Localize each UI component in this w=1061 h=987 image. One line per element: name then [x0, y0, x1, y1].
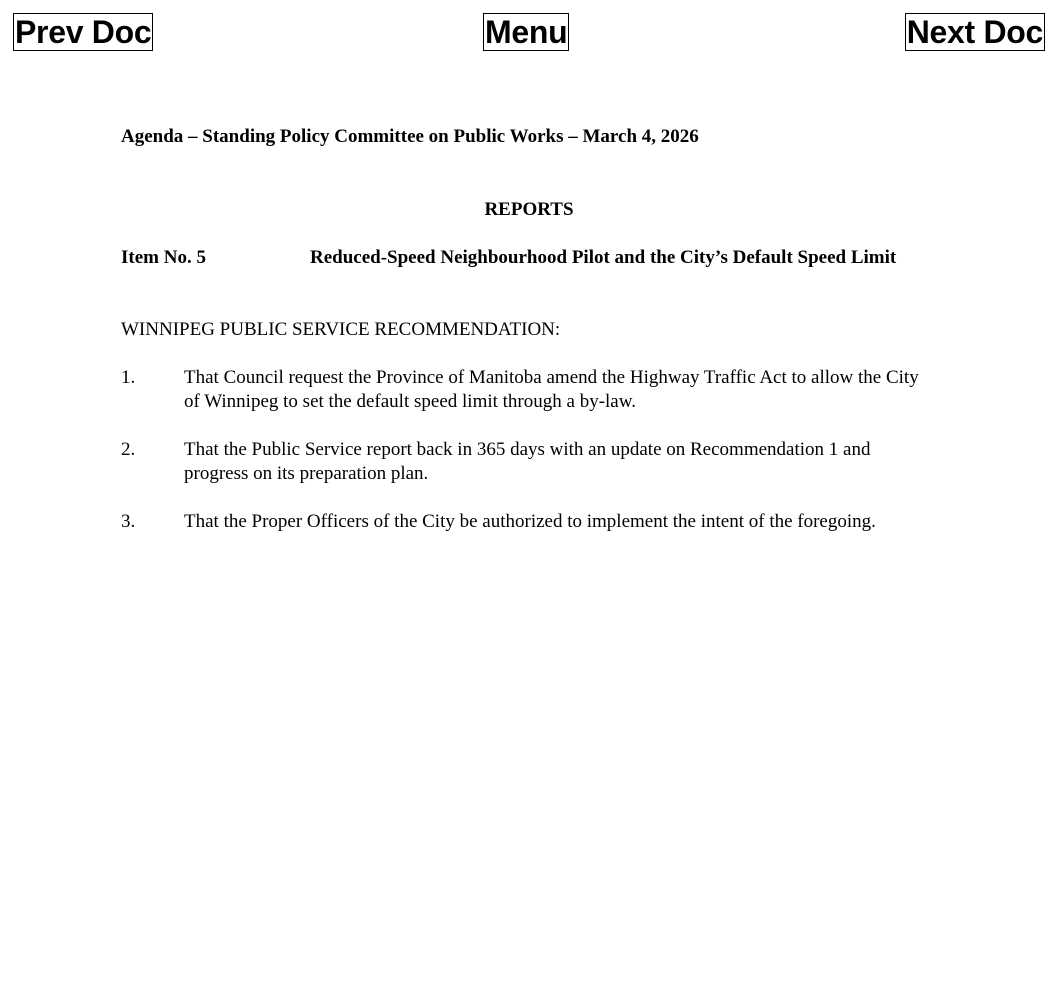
- menu-button[interactable]: Menu: [485, 14, 568, 50]
- recommendation-number: 1.: [121, 367, 136, 388]
- recommendation-heading: WINNIPEG PUBLIC SERVICE RECOMMENDATION:: [121, 319, 561, 340]
- recommendation-text: That Council request the Province of Manitoba amend the Highway Traffic Act to allow the City of Winnipeg to set the default speed limit through a by-law.: [184, 367, 919, 412]
- prev-doc-button[interactable]: Prev Doc: [15, 14, 152, 50]
- item-number: Item No. 5: [121, 247, 206, 268]
- recommendation-text: That the Public Service report back in 365 days with an update on Recommendation 1 and progress on its preparation plan.: [184, 439, 871, 484]
- next-doc-button[interactable]: Next Doc: [906, 14, 1043, 50]
- recommendation-list: [121, 366, 931, 558]
- recommendation-item: [121, 366, 931, 414]
- recommendation-number: 3.: [121, 511, 136, 532]
- section-heading: REPORTS: [484, 199, 574, 220]
- agenda-title: Agenda – Standing Policy Committee on Public Works – March 4, 2026: [121, 126, 699, 147]
- recommendation-text: That the Proper Officers of the City be authorized to implement the intent of the foregoing.: [184, 511, 876, 532]
- item-title: Reduced-Speed Neighbourhood Pilot and the City’s Default Speed Limit: [310, 247, 897, 268]
- recommendation-number: 2.: [121, 439, 136, 460]
- recommendation-item: [121, 438, 931, 486]
- recommendation-item: [121, 510, 931, 534]
